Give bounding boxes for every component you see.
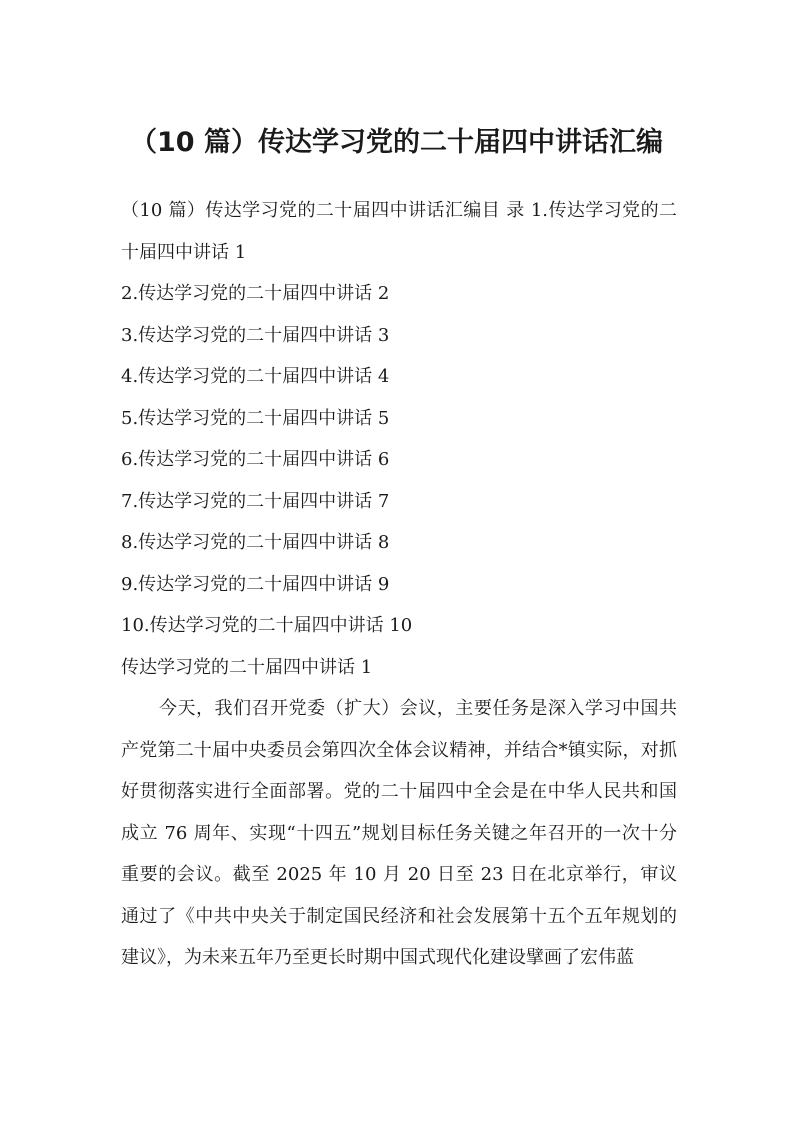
body-paragraph: 今天，我们召开党委（扩大）会议，主要任务是深入学习中国共产党第二十届中央委员会第四次全体会议精神，并结合*镇实际，对抓好贯彻落实进行全面部署。党的二十届四中全会是在中华人民共和国成立 76 周年、实现“十四五”规划目标任务关键之年召开的一次十分重要的会议。截至 2025 年 10 月 20 日至 23 日在北京举行，审议通过了《中共中央关于制定国民经济和社会发展第十五个五年规划的建议》，为未来五年乃至更长时期中国式现代化建设擘画了宏伟蓝 — [121, 698, 677, 968]
toc-intro: （10 篇）传达学习党的二十届四中讲话汇编目 录 1.传达学习党的二十届四中讲话 1 — [121, 200, 677, 263]
toc-item: 10.传达学习党的二十届四中讲话 10 — [121, 615, 413, 636]
toc-item: 5.传达学习党的二十届四中讲话 5 — [121, 407, 390, 429]
toc-item: 4.传达学习党的二十届四中讲话 4 — [121, 366, 390, 387]
document-title: （10 篇）传达学习党的二十届四中讲话汇编 — [130, 127, 663, 158]
toc-item: 2.传达学习党的二十届四中讲话 2 — [121, 283, 390, 304]
toc-item: 7.传达学习党的二十届四中讲话 7 — [121, 490, 390, 512]
toc-item: 9.传达学习党的二十届四中讲话 9 — [121, 573, 390, 595]
toc-item: 6.传达学习党的二十届四中讲话 6 — [121, 449, 390, 470]
document-body — [121, 190, 677, 979]
toc-item: 8.传达学习党的二十届四中讲话 8 — [121, 532, 390, 553]
section-heading: 传达学习党的二十届四中讲话 1 — [121, 656, 373, 678]
toc-item: 3.传达学习党的二十届四中讲话 3 — [121, 324, 390, 346]
